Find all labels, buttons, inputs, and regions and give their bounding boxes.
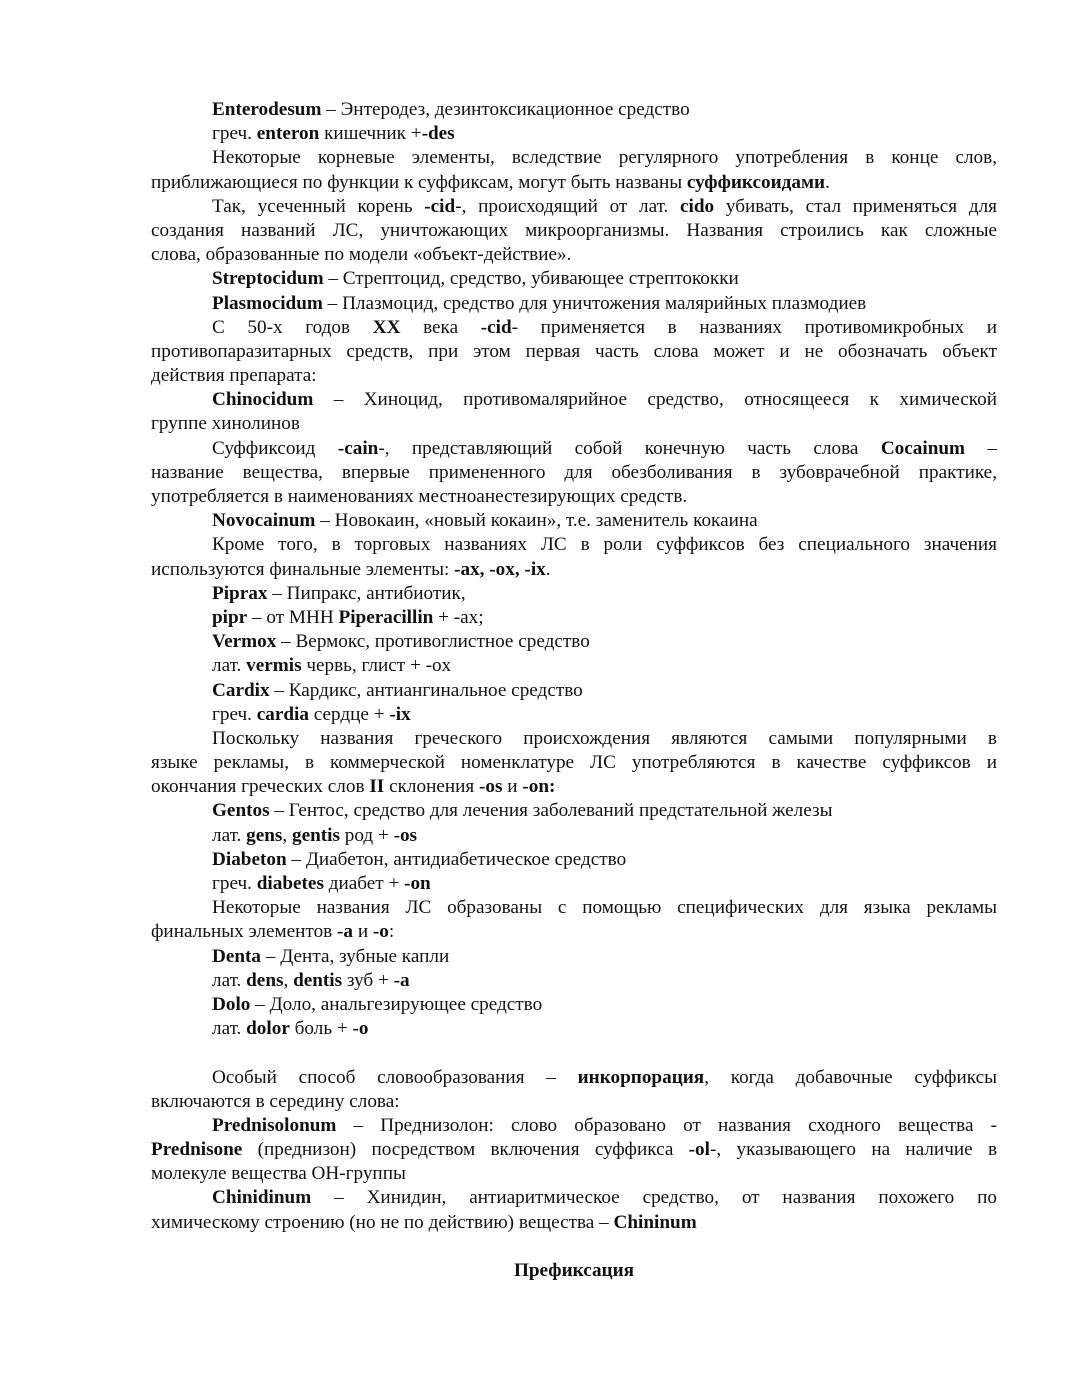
text-run: – Диабетон, антидиабетическое средство — [286, 848, 627, 870]
bold-term: -cid — [480, 316, 512, 338]
bold-term: Plasmocidum — [212, 292, 323, 314]
bold-term: XX — [372, 316, 401, 338]
document-body — [151, 98, 997, 1235]
text-line — [151, 1211, 997, 1235]
bold-term: Prednisone — [151, 1139, 243, 1161]
text-run: Так, усеченный корень — [212, 195, 425, 217]
bold-term: pipr — [212, 606, 248, 628]
text-line — [151, 1041, 997, 1065]
bold-term: enteron — [256, 123, 320, 145]
text-run: – Хиноцид, противомалярийное средство, относящееся к химической — [313, 389, 997, 411]
bold-term: Enterodesum — [212, 99, 322, 120]
bold-term: -on: — [522, 776, 556, 798]
text-line — [151, 654, 997, 678]
bold-term: diabetes — [256, 873, 324, 894]
text-run: лат. — [212, 969, 247, 991]
text-run: убивать, стал применяться для — [714, 195, 997, 217]
text-run: и — [502, 776, 523, 798]
bold-term: Gentos — [212, 800, 270, 822]
text-line — [151, 679, 997, 703]
text-run: склонения — [384, 776, 480, 798]
text-run: – Дента, зубные капли — [261, 945, 450, 967]
bold-term: -os — [479, 776, 503, 798]
text-run: лат. — [212, 655, 247, 677]
text-run: химическому строению (но не по действию) вещества – — [151, 1211, 614, 1233]
text-run: лат. — [212, 1018, 247, 1040]
bold-term: dens — [246, 969, 284, 991]
bold-term: -ax, -ox, -ix — [454, 558, 546, 580]
bold-term: dolor — [246, 1018, 290, 1040]
text-run: – Преднизолон: слово образовано от названия сходного вещества - — [336, 1114, 997, 1136]
text-line — [151, 1017, 997, 1041]
bold-term: -a — [393, 969, 410, 991]
text-line — [151, 533, 997, 557]
bold-term: gentis — [291, 824, 340, 846]
bold-term: Denta — [212, 945, 262, 967]
text-line — [151, 195, 997, 219]
text-line — [151, 920, 997, 944]
text-line — [151, 558, 997, 582]
bold-term: Cocainum — [880, 437, 966, 459]
text-line — [151, 292, 997, 316]
text-run: (преднизон) посредством включения суффикса — [242, 1139, 689, 1161]
text-run: группе хинолинов — [151, 413, 300, 435]
bold-term: dentis — [293, 969, 343, 991]
bold-term: Streptocidum — [212, 268, 324, 290]
text-run: С 50-х годов — [212, 316, 373, 338]
text-run: зуб + — [342, 969, 394, 991]
text-line — [151, 969, 997, 993]
text-line — [151, 437, 997, 461]
text-run: -, происходящий от лат. — [455, 195, 681, 217]
text-line — [151, 582, 997, 606]
text-line — [151, 896, 997, 920]
text-run: . — [825, 171, 830, 193]
text-line — [151, 775, 997, 799]
bold-term: Piprax — [212, 582, 268, 604]
text-run: + -ax; — [433, 606, 484, 628]
text-run: Суффиксоид — [212, 437, 338, 459]
text-run: – Доло, анальгезирующее средство — [250, 993, 543, 1015]
bold-term: Chininum — [613, 1211, 697, 1233]
text-run: – Вермокс, противоглистное средство — [276, 631, 590, 653]
text-run: – Пипракс, антибиотик, — [267, 582, 466, 604]
text-run: употребляется в наименованиях местноанестезирующих средств. — [151, 486, 688, 507]
text-line — [151, 412, 997, 436]
text-line — [151, 1138, 997, 1162]
text-run: и — [353, 921, 373, 943]
text-run: название вещества, впервые примененного для обезболивания в зубоврачебной практике, — [151, 461, 997, 483]
text-line — [151, 848, 997, 872]
text-line — [151, 606, 997, 630]
bold-term: -cain — [337, 437, 379, 459]
spacer — [151, 1235, 997, 1259]
text-run: , когда добавочные суффиксы — [704, 1066, 997, 1088]
text-run: языке рекламы, в коммерческой номенклатуре ЛС употребляются в качестве суффиксов и — [151, 752, 997, 774]
text-run: используются финальные элементы: — [151, 558, 455, 580]
bold-term: -cid — [424, 195, 456, 217]
bold-term: cido — [680, 195, 715, 217]
bold-term: Piperacillin — [338, 606, 434, 628]
text-line — [151, 1066, 997, 1090]
text-line — [151, 146, 997, 170]
text-run: Кроме того, в торговых названиях ЛС в роли суффиксов без специального значения — [212, 534, 997, 556]
text-line — [151, 703, 997, 727]
text-run: Особый способ словообразования – — [212, 1066, 578, 1088]
text-run: создания названий ЛС, уничтожающих микроорганизмы. Названия строились как сложные — [151, 219, 997, 241]
text-run: действия препарата: — [151, 365, 317, 387]
text-run: -, указывающего на наличие в — [709, 1139, 998, 1161]
text-line — [151, 872, 997, 896]
bold-term: -ix — [389, 703, 411, 725]
text-run: приближающиеся по функции к суффиксам, могут быть названы — [151, 171, 687, 193]
text-line — [151, 1114, 997, 1138]
text-run: греч. — [212, 703, 257, 725]
text-run: сердце + — [308, 703, 390, 725]
bold-term: -os — [393, 824, 418, 846]
bold-term: Cardix — [212, 679, 270, 701]
text-run: греч. — [212, 873, 257, 894]
bold-term: Prednisolonum — [212, 1114, 337, 1136]
text-line — [151, 509, 997, 533]
bold-term: инкорпорация — [577, 1066, 705, 1088]
text-line — [151, 485, 997, 509]
text-run: – Новокаин, «новый кокаин», т.е. заменитель кокаина — [315, 510, 758, 532]
bold-term: -ol — [688, 1139, 710, 1161]
section-heading: Префиксация — [513, 1260, 635, 1281]
text-run: -, представляющий собой конечную часть слова — [378, 437, 881, 459]
bold-term: -des — [421, 123, 455, 145]
text-run: – — [965, 437, 998, 459]
bold-term: -o — [352, 1018, 369, 1040]
text-line — [151, 824, 997, 848]
text-run: , — [283, 969, 294, 991]
text-line — [151, 630, 997, 654]
bold-term: Vermox — [212, 631, 277, 653]
text-run: Некоторые корневые элементы, вследствие регулярного употребления в конце слов, — [212, 147, 997, 169]
text-line — [151, 98, 997, 122]
text-run: – Гентос, средство для лечения заболеваний предстательной железы — [269, 800, 833, 822]
text-run: . — [545, 558, 551, 580]
bold-term: cardia — [256, 703, 309, 725]
text-line — [151, 751, 997, 775]
bold-term: Chinidinum — [212, 1187, 312, 1209]
text-run: греч. — [212, 123, 257, 145]
text-line — [151, 340, 997, 364]
text-run: диабет + — [323, 873, 405, 894]
text-run: включаются в середину слова: — [151, 1090, 400, 1112]
text-run: боль + — [289, 1018, 353, 1040]
text-line — [151, 219, 997, 243]
text-line — [151, 1162, 997, 1186]
bold-term: Diabeton — [212, 848, 287, 870]
text-line — [151, 388, 997, 412]
text-run: противопаразитарных средств, при этом первая часть слова может и не обозначать объект — [151, 340, 997, 362]
text-run: окончания греческих слов — [151, 776, 370, 798]
bold-term: Novocainum — [212, 510, 316, 532]
bold-term: gens — [246, 824, 283, 846]
text-line — [151, 945, 997, 969]
bold-term: II — [369, 776, 385, 798]
text-run: Некоторые названия ЛС образованы с помощью специфических для языка рекламы — [212, 897, 997, 919]
text-run: кишечник + — [319, 123, 422, 145]
text-run: Поскольку названия греческого происхождения являются самыми популярными в — [212, 727, 997, 749]
text-run: – Стрептоцид, средство, убивающее стрептококки — [323, 268, 739, 290]
text-run: – Кардикс, антиангинальное средство — [269, 679, 583, 701]
text-run: слова, образованные по модели «объект-действие». — [151, 244, 572, 266]
bold-term: суффиксоидами — [686, 171, 826, 193]
text-run: века — [400, 316, 481, 338]
text-run: , — [282, 824, 292, 846]
text-line — [151, 267, 997, 291]
text-run: молекуле вещества ОН-группы — [151, 1163, 406, 1185]
text-line — [151, 461, 997, 485]
bold-term: Chinocidum — [212, 389, 314, 411]
text-line — [151, 1186, 997, 1210]
text-run: – Плазмоцид, средство для уничтожения малярийных плазмодиев — [322, 292, 867, 314]
text-run: род + — [339, 824, 394, 846]
text-run: – Энтеродез, дезинтоксикационное средство — [321, 99, 690, 120]
text-run: финальных элементов — [151, 921, 338, 943]
bold-term: vermis — [246, 655, 302, 677]
text-line — [151, 364, 997, 388]
text-line — [151, 171, 997, 195]
bold-term: Dolo — [212, 993, 251, 1015]
text-line — [151, 727, 997, 751]
text-line — [151, 1090, 997, 1114]
text-line — [151, 243, 997, 267]
text-line — [151, 316, 997, 340]
text-run: - применяется в названиях противомикробных и — [511, 316, 997, 338]
text-run: червь, глист + -ox — [301, 655, 452, 677]
text-line — [151, 799, 997, 823]
text-run: – от МНН — [247, 606, 339, 628]
bold-term: -a — [337, 921, 354, 943]
bold-term: -o — [372, 921, 389, 943]
document-page — [151, 98, 997, 1283]
text-line — [151, 993, 997, 1017]
text-run: : — [388, 921, 395, 943]
text-run: лат. — [212, 824, 247, 846]
text-line — [151, 122, 997, 146]
text-run: – Хинидин, антиаритмическое средство, от названия похожего по — [311, 1187, 997, 1209]
bold-term: -on — [404, 873, 431, 894]
